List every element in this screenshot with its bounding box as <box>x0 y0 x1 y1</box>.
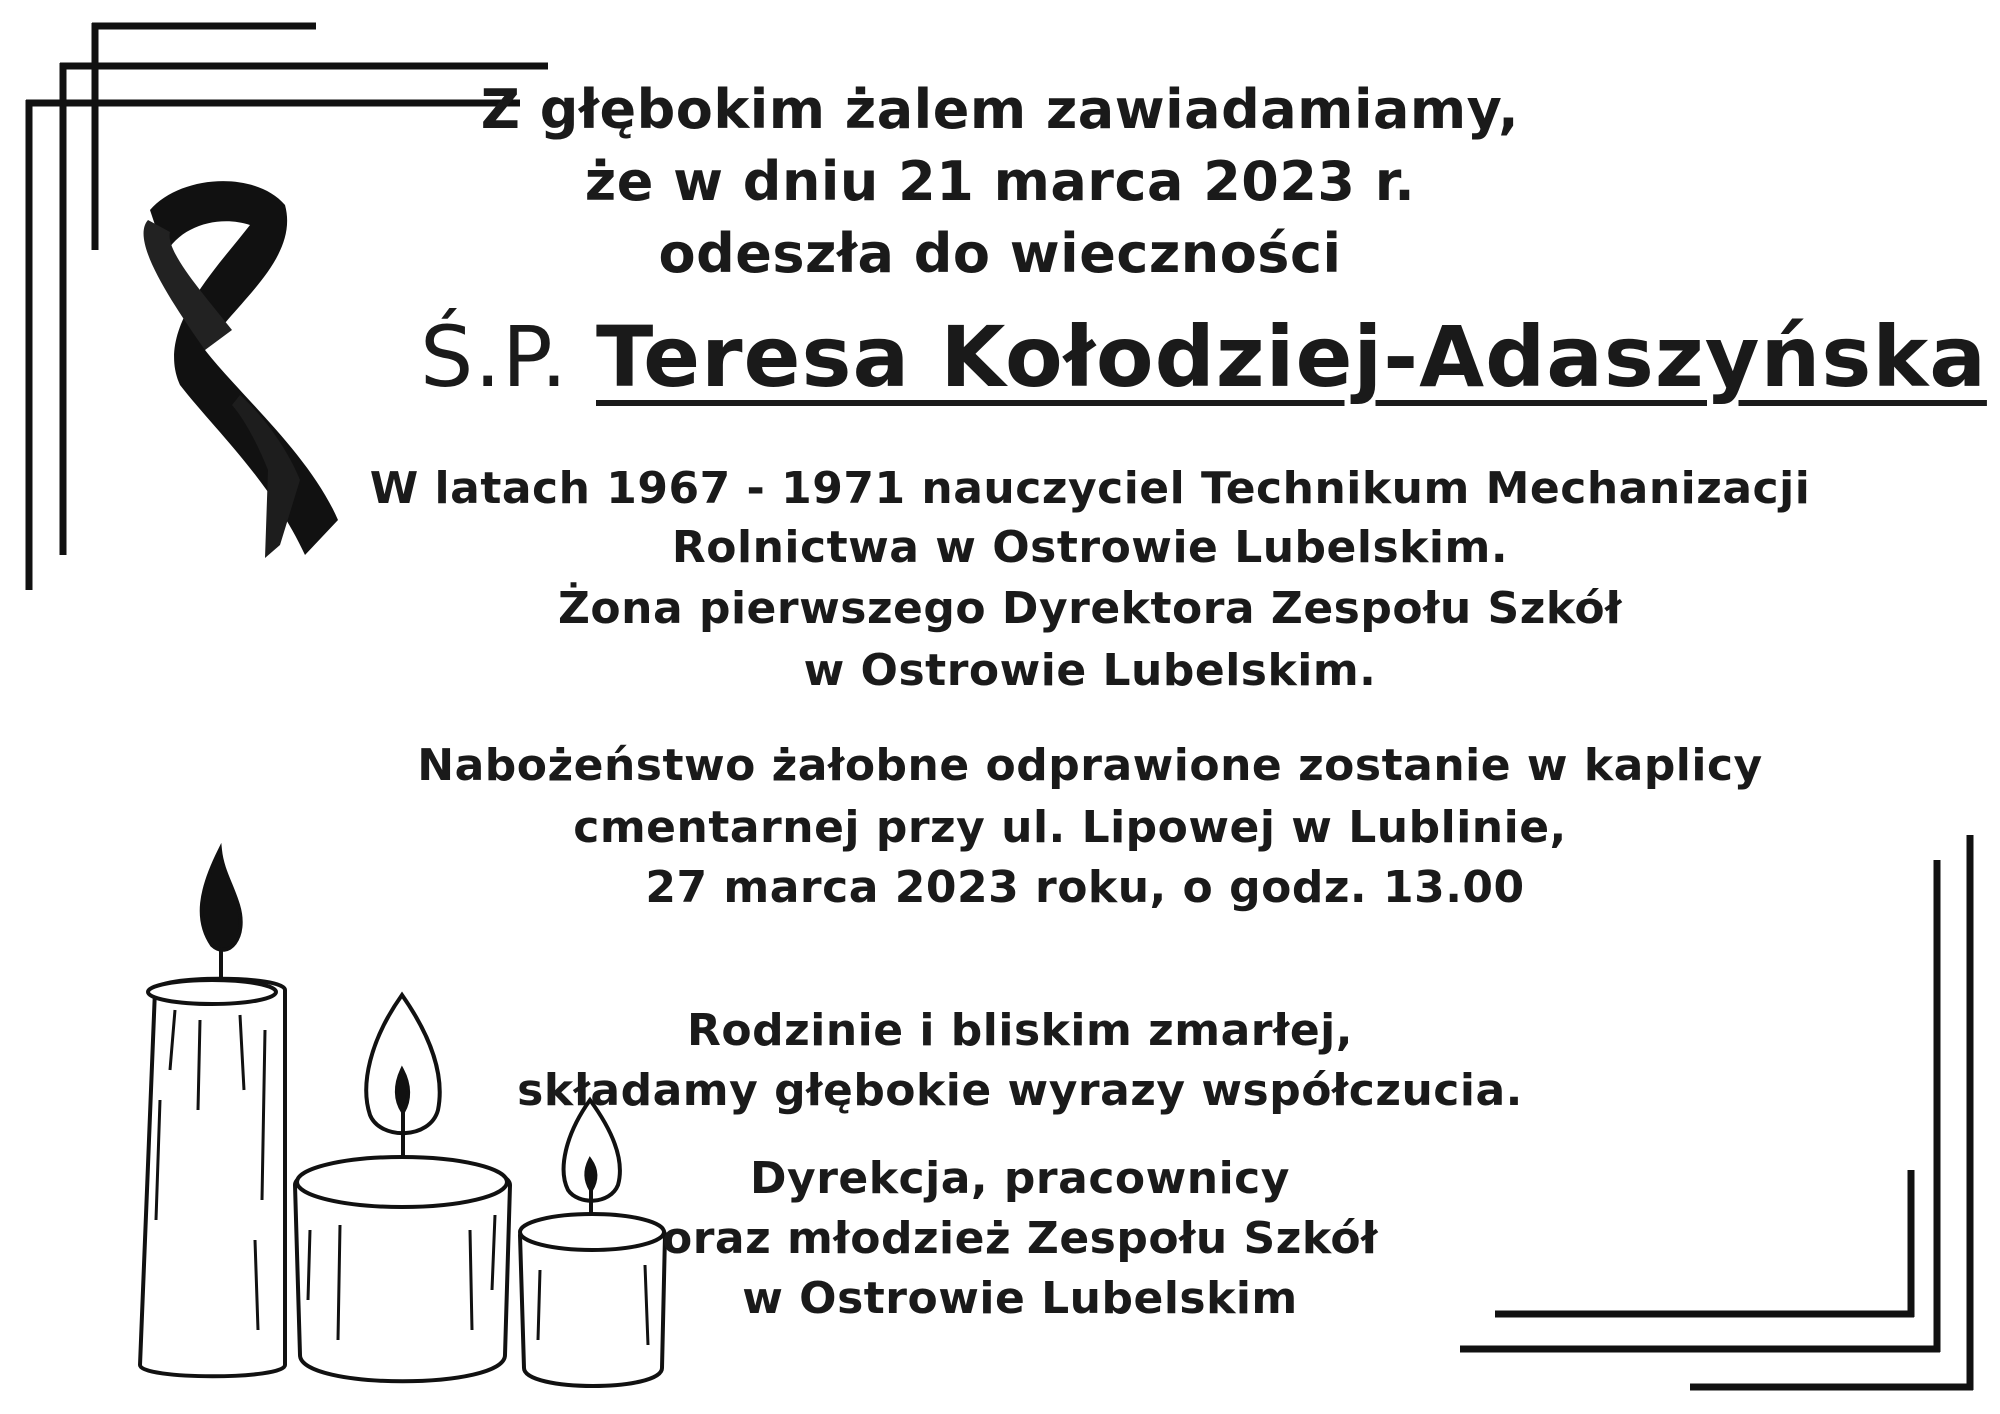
signature-line-2: oraz młodzież Zespołu Szkół <box>662 1213 1378 1264</box>
condolences-line-1: Rodzinie i bliskim zmarłej, <box>687 1005 1353 1056</box>
deceased-prefix: Ś.P. <box>420 308 569 406</box>
intro-line-3: odeszła do wieczności <box>658 222 1342 285</box>
service-line-3: 27 marca 2023 roku, o godz. 13.00 <box>645 862 1525 913</box>
deceased-name: Teresa Kołodziej-Adaszyńska <box>596 308 1987 406</box>
biography-line-4: w Ostrowie Lubelskim. <box>803 645 1377 696</box>
signature-line-1: Dyrekcja, pracownicy <box>750 1153 1290 1204</box>
biography-line-2: Rolnictwa w Ostrowie Lubelskim. <box>671 522 1509 573</box>
deceased-name-line <box>420 308 1987 406</box>
signature-line-3: w Ostrowie Lubelskim <box>742 1273 1298 1324</box>
intro-line-2: że w dniu 21 marca 2023 r. <box>584 150 1416 213</box>
intro-line-1: Z głębokim żalem zawiadamiamy, <box>480 78 1520 141</box>
service-line-2: cmentarnej przy ul. Lipowej w Lublinie, <box>573 802 1567 853</box>
service-line-1: Nabożeństwo żałobne odprawione zostanie w kaplicy <box>417 740 1763 791</box>
biography-line-1: W latach 1967 - 1971 nauczyciel Technikum Mechanizacji <box>369 463 1811 514</box>
condolences-line-2: składamy głębokie wyrazy współczucia. <box>517 1065 1523 1116</box>
biography-line-3: Żona pierwszego Dyrektora Zespołu Szkół <box>558 583 1622 634</box>
